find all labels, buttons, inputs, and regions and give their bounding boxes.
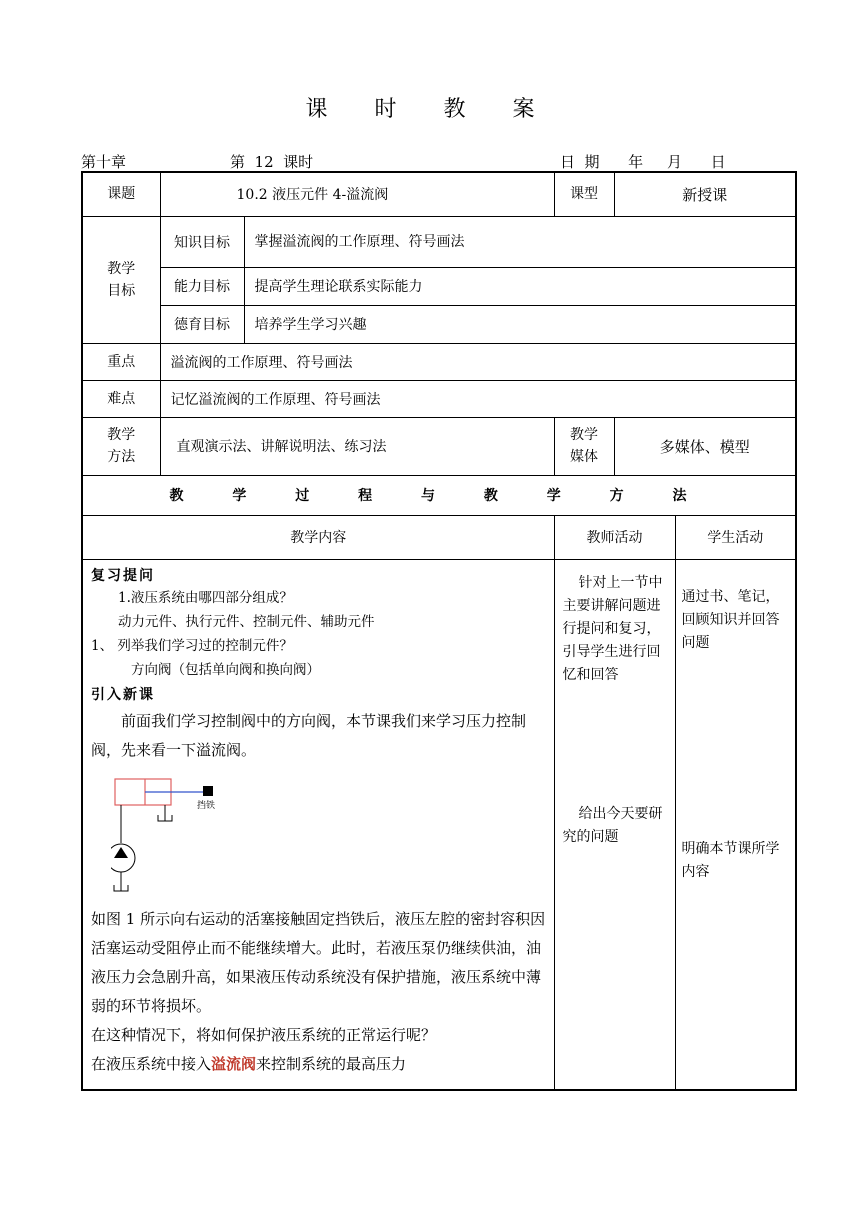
stop-block-label: 挡铁 (197, 800, 216, 811)
review-question-2: 1、 列举我们学习过的控制元件？ (91, 637, 293, 654)
chapter-label: 第十章 (81, 153, 127, 171)
method-label: 教学方法 (82, 417, 160, 475)
col-content-header: 教学内容 (82, 515, 554, 559)
difficulty-label: 难点 (82, 380, 160, 417)
review-question-1: 1.液压系统由哪四部分组成？ (118, 589, 293, 606)
goal-value-knowledge: 掌握溢流阀的工作原理、符号画法 (244, 216, 796, 267)
goal-label-moral: 德育目标 (160, 305, 244, 343)
section-title: 教 学 过 程 与 教 学 方 法 (82, 475, 796, 515)
key-label: 重点 (82, 343, 160, 380)
review-heading: 复习提问 (91, 567, 155, 584)
topic-label: 课题 (82, 172, 160, 216)
method-value: 直观演示法、讲解说明法、练习法 (160, 417, 554, 475)
paragraph-2: 在这种情况下，将如何保护液压系统的正常运行呢？ (91, 1025, 437, 1044)
student-activity-1: 通过书、笔记，回顾知识并回答问题 (681, 588, 780, 651)
pump-arrow (114, 847, 128, 858)
review-answer-2: 方向阀（包括单向阀和换向阀） (131, 661, 320, 678)
highlight-relief-valve: 溢流阀 (211, 1054, 257, 1073)
col-teacher-header: 教师活动 (554, 515, 675, 559)
date-label: 日 期 年 月 日 (560, 153, 726, 171)
goal-value-moral: 培养学生学习兴趣 (244, 305, 796, 343)
hydraulic-figure (91, 765, 546, 905)
paragraph-1: 如图 1 所示向右运动的活塞接触固定挡铁后，液压左腔的密封容积因活塞运动受阻停止而不能继续增大。此时，若液压泵仍继续供油，油液压力会急剧升高，如果液压传动系统没有保护措施，液压系统中薄弱的环节将损坏。 (91, 909, 546, 1015)
teacher-activity-1: 针对上一节中主要讲解问题进行提问和复习，引导学生进行回忆和回答 (562, 574, 663, 683)
goal-label-knowledge: 知识目标 (160, 216, 244, 267)
goal-value-ability: 提高学生理论联系实际能力 (244, 267, 796, 305)
lesson-content-cell (82, 559, 554, 1090)
col-student-header: 学生活动 (675, 515, 796, 559)
intro-heading: 引入新课 (91, 686, 155, 703)
goals-label: 教学目标 (82, 216, 160, 343)
intro-text: 前面我们学习控制阀中的方向阀，本节课我们来学习压力控制阀，先来看一下溢流阀。 (91, 711, 527, 759)
paragraph-3 (91, 1050, 546, 1079)
key-value: 溢流阀的工作原理、符号画法 (160, 343, 796, 380)
type-value: 新授课 (614, 172, 796, 216)
goal-label-ability: 能力目标 (160, 267, 244, 305)
period-label: 第 12 课时 (230, 153, 314, 171)
topic-value: 10.2 液压元件 4-溢流阀 (160, 172, 554, 216)
teacher-activity-2: 给出今天要研究的问题 (562, 805, 663, 845)
paragraph-3-before: 在液压系统中接入 (91, 1054, 212, 1073)
difficulty-value: 记忆溢流阀的工作原理、符号画法 (160, 380, 796, 417)
media-label: 教学媒体 (554, 417, 614, 475)
review-answer-1: 动力元件、执行元件、控制元件、辅助元件 (118, 613, 375, 630)
lesson-plan-table (81, 171, 797, 1091)
student-activity-2: 明确本节课所学内容 (681, 840, 780, 880)
page-title: 课 时 教 案 (305, 97, 555, 122)
teacher-activity-cell (554, 559, 675, 1090)
student-activity-cell (675, 559, 796, 1090)
stop-block (203, 786, 213, 796)
paragraph-3-after: 来控制系统的最高压力 (256, 1054, 407, 1073)
media-value: 多媒体、模型 (614, 417, 796, 475)
type-label: 课型 (554, 172, 614, 216)
hydraulic-circuit-diagram (111, 773, 241, 913)
